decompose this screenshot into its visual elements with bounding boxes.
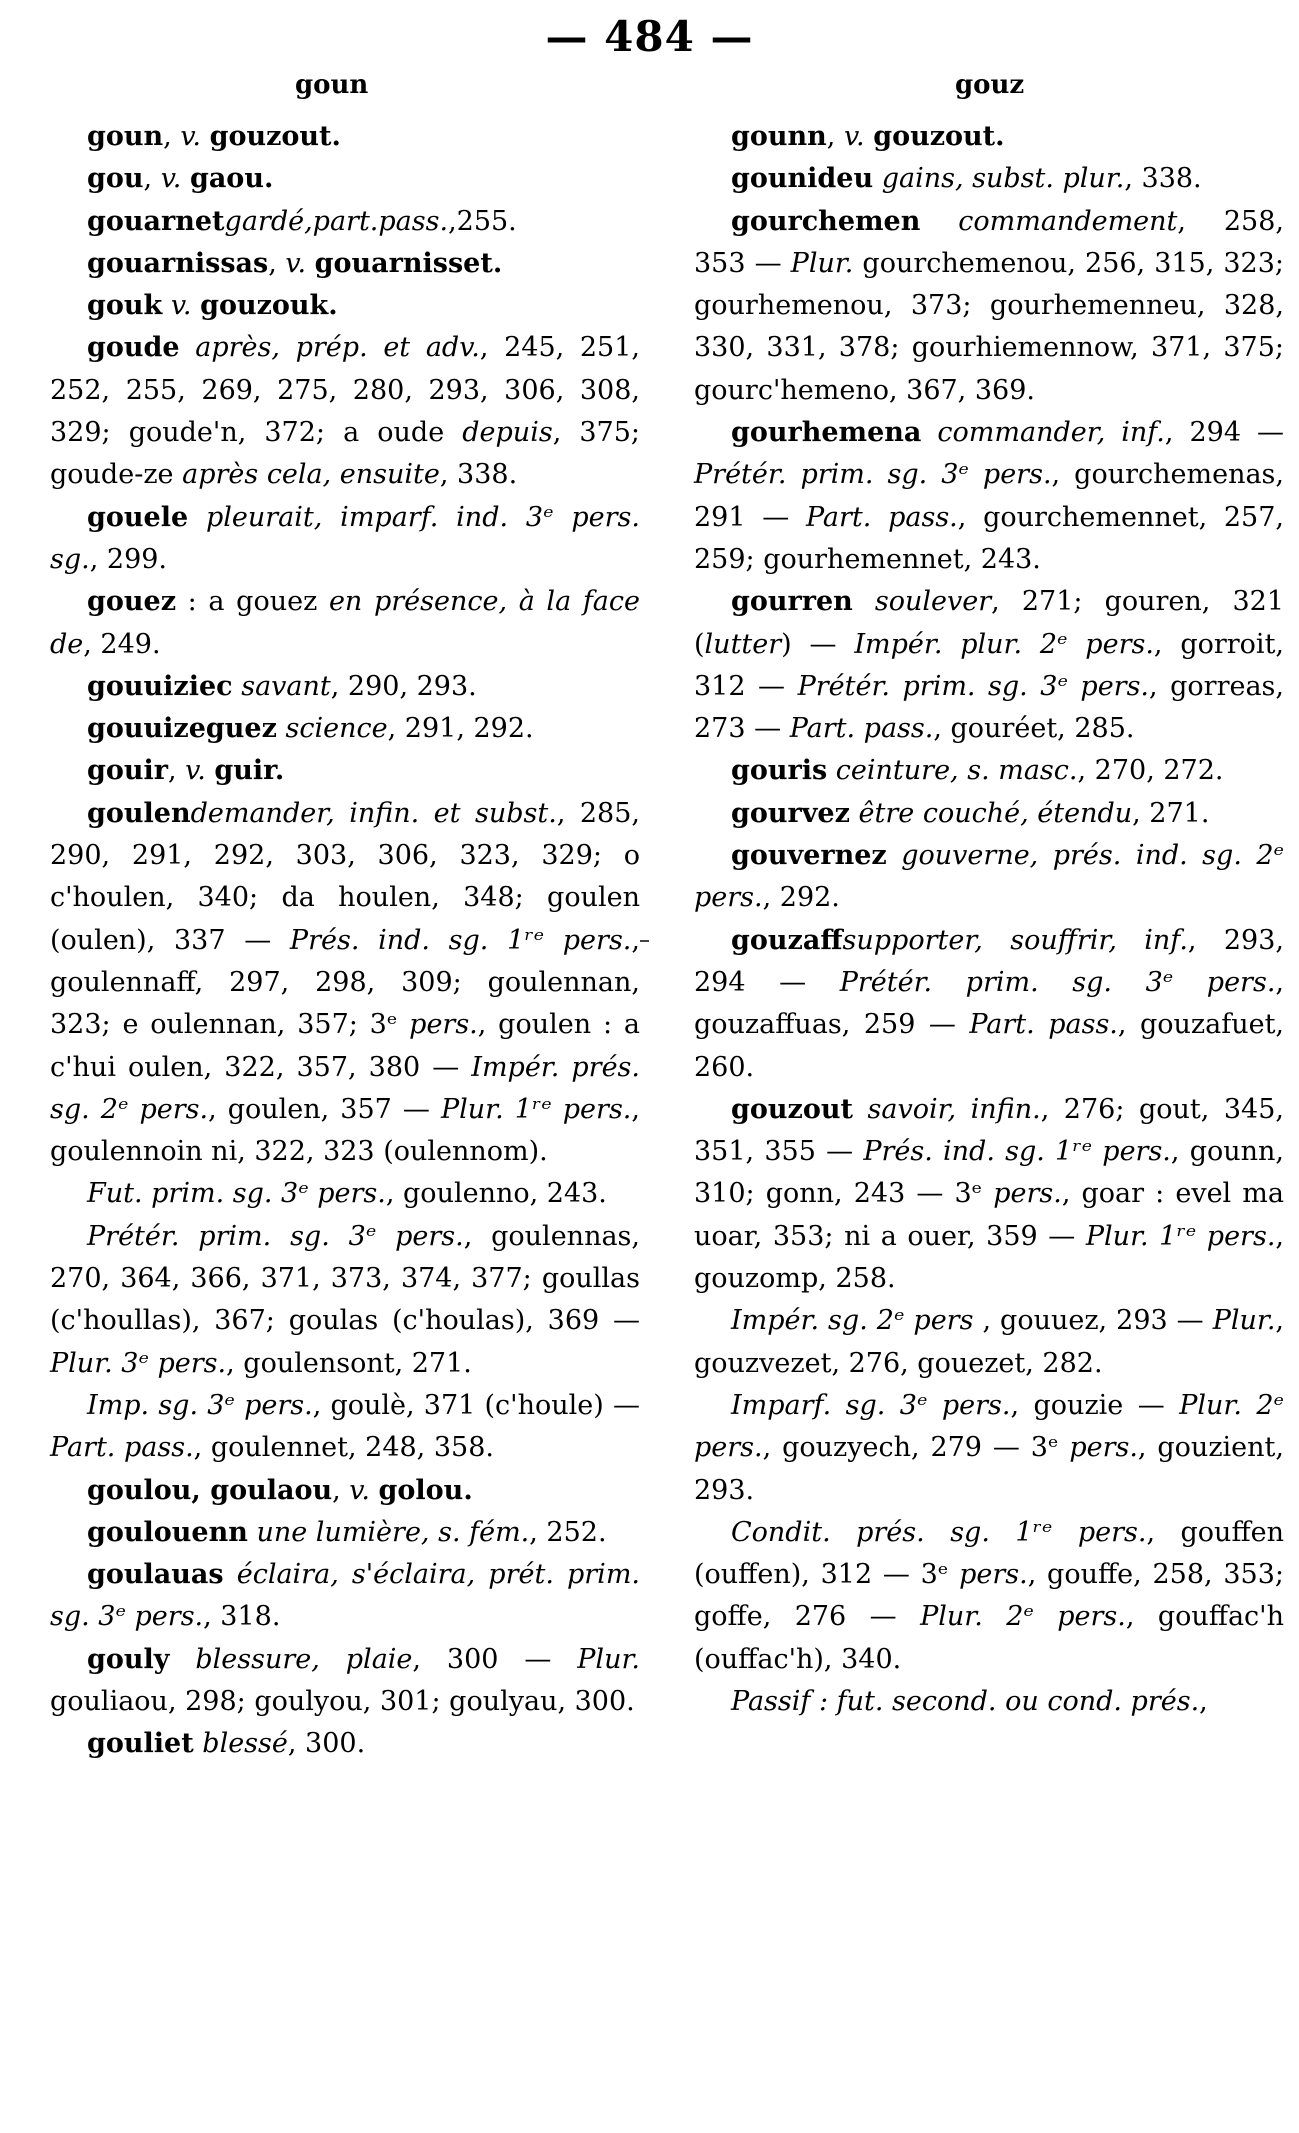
entry-text: , gouuez, 293 —	[973, 1305, 1213, 1337]
entry-text: , goulennaff, 297, 298, 309; goulennan, 323; e oulennan, 357; 3ᵉ	[50, 924, 640, 1041]
gloss-text: Plur.	[1212, 1305, 1276, 1337]
dictionary-entry	[694, 116, 1284, 158]
gloss-text: v.	[185, 755, 206, 787]
running-head-left: goun	[295, 70, 369, 100]
dictionary-entry	[50, 666, 640, 708]
entry-text: , goulen : a c'hui oulen, 322, 357, 380 —	[50, 1009, 640, 1083]
headword: gouzout.	[873, 121, 1005, 152]
entry-text: , goulè, 371 (c'houle) —	[312, 1389, 640, 1421]
entry-text: , 375; goude-ze	[50, 417, 640, 491]
entry-text: , 300.	[287, 1728, 366, 1760]
dictionary-entry	[50, 158, 640, 200]
gloss-text: savoir, infin.	[867, 1093, 1041, 1125]
entry-text: , gouzient, 293.	[694, 1432, 1284, 1506]
gloss-text: Plur.	[790, 247, 854, 279]
gloss-text: gardé,part.pass.	[224, 205, 449, 237]
entry-text: , 299.	[89, 543, 168, 575]
headword: gouez	[87, 586, 177, 618]
headword: gouele	[87, 501, 189, 533]
gloss-text: blessure, plaie	[195, 1643, 413, 1675]
entry-text: , 338.	[439, 459, 518, 491]
entry-text: , 285, 290, 291, 292, 303, 306, 323, 329; o c'houlen, 340; da houlen, 348; goulen (oulen), 337 —	[50, 797, 640, 956]
headword: gouk	[87, 290, 163, 322]
entry-text	[169, 1644, 195, 1675]
gloss-text: Passif : fut. second. ou cond. prés.	[731, 1685, 1200, 1717]
entry-text: , 249.	[83, 628, 161, 660]
entry-text: , 245, 251, 252, 255, 269, 275, 280, 293, 306, 308, 329; goude'n, 372; a oude	[50, 332, 640, 449]
entry-text	[162, 290, 171, 321]
entry-text: , 293, 294 —	[694, 924, 1284, 998]
gloss-text: Prétér. prim. sg. 3ᵉ pers.	[797, 670, 1150, 702]
headword: gouliet	[87, 1728, 194, 1760]
entry-text	[201, 121, 210, 152]
gloss-text: Prétér. prim. sg. 3ᵉ pers.	[839, 966, 1276, 998]
entry-text: ,	[268, 247, 286, 279]
entry-text: , gorreas, 273 —	[694, 670, 1284, 745]
headword: goun	[87, 121, 164, 152]
gloss-text: gouverne, prés. ind. sg. 2ᵉ pers.	[694, 840, 1285, 914]
dictionary-entry	[50, 116, 640, 158]
entry-text: ,	[163, 121, 181, 152]
entry-text: , 294 —	[1164, 417, 1284, 449]
entry-text	[921, 417, 937, 448]
entry-text: , gourchemennet, 257, 259; gourhemennet, 243.	[694, 501, 1284, 575]
headword: gouir	[87, 755, 168, 787]
headword: gourchemen	[731, 205, 921, 237]
entry-text: ,	[826, 121, 844, 152]
entry-text: , 276; gout, 345, 351, 355 —	[694, 1093, 1284, 1168]
dictionary-entry	[50, 1723, 640, 1765]
entry-text: , goulensont, 271.	[226, 1347, 472, 1379]
entry-text: , 252.	[529, 1516, 607, 1548]
dictionary-entry	[694, 1681, 1284, 1723]
headword: gourren	[731, 586, 853, 618]
gloss-text: une lumière, s. fém.	[256, 1516, 530, 1548]
dictionary-entry	[50, 327, 640, 496]
gloss-text: Part. pass.	[969, 1009, 1118, 1041]
gloss-text: Plur. 1ʳᵉ pers.	[440, 1093, 632, 1125]
entry-text	[194, 1728, 203, 1759]
headword: gouzout.	[209, 121, 341, 152]
headword: gouvernez	[731, 840, 887, 872]
entry-text	[233, 671, 242, 702]
gloss-text: Plur. 2ᵉ pers.	[694, 1389, 1284, 1464]
dictionary-entry	[694, 750, 1284, 792]
gloss-text: en présence, à la face de	[50, 586, 641, 660]
column-divider	[640, 940, 649, 942]
headword: goude	[87, 332, 180, 364]
gloss-text: Prétér. prim. sg. 3ᵉ pers.	[87, 1220, 464, 1252]
dictionary-entry	[694, 1512, 1284, 1681]
gloss-text: pers.	[409, 1009, 478, 1041]
gloss-text: éclaira, s'éclaira, prét. prim. sg. 3ᵉ pers.	[50, 1559, 641, 1633]
entry-text: , goulenno, 243.	[385, 1178, 607, 1210]
entry-text: , 271; gouren, 321 (	[694, 586, 1284, 660]
entry-text: , goulennas, 270, 364, 366, 371, 373, 374, 377; goullas (c'houllas), 367; goulas (c'houlas), 369 —	[50, 1220, 640, 1337]
entry-text: , 292.	[762, 882, 840, 914]
gloss-text: savant	[241, 670, 331, 702]
entry-text	[827, 755, 836, 786]
dictionary-entry	[50, 1639, 640, 1724]
entry-text: , goar : evel ma uoar, 353; ni a ouer, 359 —	[694, 1178, 1284, 1252]
dictionary-entry	[50, 1385, 640, 1470]
page-number: — 484 —	[545, 12, 754, 61]
entry-text: , gorroit, 312 —	[694, 628, 1284, 702]
gloss-text: commandement	[958, 205, 1178, 237]
headword: gounideu	[731, 163, 874, 195]
headword: gou	[87, 163, 144, 195]
dictionary-entry	[694, 920, 1284, 1089]
dictionary-entry	[694, 835, 1284, 920]
dictionary-entry	[50, 497, 640, 582]
entry-text: , 338.	[1124, 163, 1202, 195]
dictionary-entry	[50, 708, 640, 750]
entry-text: , 270, 272.	[1077, 755, 1224, 787]
gloss-text: pers.	[959, 1559, 1028, 1591]
gloss-text: après cela, ensuite	[182, 459, 440, 491]
entry-text: , gouzaffuas, 259 —	[694, 966, 1284, 1041]
gloss-text: v.	[180, 121, 201, 152]
entry-text: , gouréet, 285.	[933, 713, 1135, 745]
entry-text: , gouzyech, 279 — 3ᵉ	[762, 1432, 1070, 1464]
left-column	[50, 116, 640, 1766]
entry-text: , gouzie —	[1010, 1389, 1180, 1421]
gloss-text: demander, infin. et subst.	[190, 797, 557, 829]
gloss-text: Plur. 1ʳᵉ pers.	[1085, 1220, 1276, 1252]
dictionary-entry	[50, 243, 640, 285]
gloss-text: Plur.	[577, 1643, 640, 1675]
gloss-text: commander, inf.	[937, 417, 1165, 449]
dictionary-entry	[694, 158, 1284, 200]
gloss-text: v.	[843, 121, 865, 152]
entry-text: , gounn, 310; gonn, 243 — 3ᵉ	[694, 1136, 1284, 1210]
gloss-text: Part. pass.	[805, 501, 958, 533]
gloss-text: Plur. 2ᵉ pers.	[920, 1601, 1126, 1633]
entry-text: , goulennoin ni, 322, 323 (oulennom).	[50, 1093, 640, 1168]
entry-text: , gourchemenas, 291 —	[694, 459, 1284, 533]
entry-text: , 318.	[203, 1601, 281, 1633]
entry-text: ,255.	[448, 205, 517, 237]
entry-text: ) —	[781, 628, 855, 660]
entry-text: gouliaou, 298; goulyou, 301; goulyau, 300.	[50, 1685, 635, 1717]
gloss-text: Impér. sg. 2ᵉ pers	[731, 1305, 974, 1337]
gloss-text: blessé	[202, 1728, 288, 1760]
gloss-text: Impér. plur. 2ᵉ pers.	[854, 628, 1154, 660]
entry-text: gourchemenou, 256, 315, 323; gourhemenou, 373; gourhemenneu, 328, 330, 331, 378; gourhiemennow, 371, 375; gourc'hemeno, 367, 369.	[694, 247, 1284, 406]
dictionary-entry	[50, 201, 640, 243]
entry-text: , 290, 293.	[330, 670, 477, 702]
headword: goulen	[87, 797, 191, 829]
gloss-text: v.	[170, 290, 192, 322]
entry-text: , goulen, 357 —	[208, 1093, 441, 1125]
entry-text: , gouffen (ouffen), 312 — 3ᵉ	[694, 1516, 1284, 1591]
dictionary-entry	[50, 581, 640, 666]
gloss-text: gains, subst. plur.	[881, 163, 1125, 195]
entry-text	[853, 586, 875, 617]
headword: gouly	[87, 1643, 170, 1675]
entry-text: , gouzomp, 258.	[694, 1220, 1284, 1295]
headword: gounn	[731, 121, 827, 152]
gloss-text: science	[285, 713, 388, 745]
entry-text: ,	[168, 755, 186, 787]
entry-text	[850, 798, 859, 829]
gloss-text: Imparf. sg. 3ᵉ pers.	[731, 1389, 1011, 1421]
entry-text: , gouffe, 258, 353; goffe, 276 —	[694, 1559, 1285, 1633]
headword: gouarnissas	[87, 247, 269, 279]
headword: gourhemena	[731, 417, 922, 449]
dictionary-entry	[50, 1216, 640, 1385]
entry-text	[865, 121, 874, 152]
dictionary-entry	[50, 1470, 640, 1512]
entry-text: , 258, 353 —	[694, 205, 1284, 279]
entry-text	[180, 332, 196, 363]
headword: gouarnisset.	[314, 247, 503, 279]
headword: gouuizeguez	[87, 713, 277, 745]
entry-text: , 300 —	[412, 1643, 578, 1675]
entry-text	[277, 713, 286, 744]
dictionary-entry	[694, 1089, 1284, 1300]
gloss-text: Part. pass.	[789, 713, 934, 745]
gloss-text: Plur. 3ᵉ pers.	[50, 1347, 227, 1379]
entry-text	[873, 163, 882, 194]
entry-text: ,	[143, 163, 161, 195]
headword: gouzaff	[731, 924, 843, 956]
gloss-text: lutter	[704, 628, 782, 660]
entry-text: , gouzafuet, 260.	[694, 1009, 1284, 1083]
entry-text	[181, 163, 190, 194]
dictionary-entry	[50, 285, 640, 327]
entry-text: ,	[1199, 1685, 1208, 1717]
dictionary-entry	[694, 412, 1284, 581]
entry-text: , goulennet, 248, 358.	[193, 1432, 494, 1464]
entry-text: , 291, 292.	[387, 713, 534, 745]
dictionary-entry	[694, 1300, 1284, 1385]
dictionary-entry	[50, 1554, 640, 1639]
gloss-text: depuis	[462, 417, 553, 449]
right-column	[694, 116, 1284, 1723]
gloss-text: ceinture, s. masc.	[835, 755, 1078, 787]
headword: guir.	[214, 755, 285, 787]
gloss-text: Prés. ind. sg. 1ʳᵉ pers.	[289, 924, 632, 956]
entry-text	[188, 502, 206, 533]
gloss-text: supporter, souffrir, inf.	[842, 924, 1188, 956]
gloss-text: Imp. sg. 3ᵉ pers.	[87, 1389, 313, 1421]
gloss-text: v.	[160, 163, 182, 195]
gloss-text: après, prép. et adv.	[195, 332, 480, 364]
dictionary-entry	[694, 581, 1284, 750]
entry-text	[920, 206, 958, 237]
gloss-text: soulever	[874, 586, 992, 618]
dictionary-entry	[694, 201, 1284, 412]
entry-text	[887, 840, 901, 871]
dictionary-entry	[50, 793, 640, 1174]
entry-text	[191, 290, 200, 321]
gloss-text: Impér. prés. sg. 2ᵉ pers.	[50, 1051, 640, 1125]
entry-text: , gouzvezet, 276, gouezet, 282.	[694, 1305, 1284, 1379]
dictionary-entry	[50, 750, 640, 792]
headword: gouris	[731, 755, 828, 787]
headword: gouarnet	[87, 205, 225, 237]
entry-text	[853, 1094, 868, 1125]
dictionary-entry	[694, 793, 1284, 835]
gloss-text: pleurait, imparf. ind. 3ᵉ pers. sg.	[50, 501, 640, 575]
dictionary-entry	[694, 1385, 1284, 1512]
gloss-text: Prétér. prim. sg. 3ᵉ pers.	[694, 459, 1052, 491]
headword: gourvez	[731, 797, 850, 829]
gloss-text: Condit. prés. sg. 1ʳᵉ pers.	[731, 1516, 1147, 1548]
entry-text: ,	[332, 1474, 350, 1506]
entry-text: , 271.	[1132, 797, 1210, 829]
dictionary-entry	[50, 1512, 640, 1554]
dictionary-entry	[50, 1173, 640, 1215]
headword: gouzouk.	[200, 290, 338, 322]
headword: goulou, goulaou	[87, 1474, 333, 1506]
entry-text	[370, 1475, 379, 1506]
headword: goulauas	[87, 1559, 224, 1591]
headword: goulouenn	[87, 1516, 248, 1548]
gloss-text: pers.	[993, 1178, 1062, 1210]
headword: gouuiziec	[87, 670, 233, 702]
gloss-text: Fut. prim. sg. 3ᵉ pers.	[87, 1178, 386, 1210]
gloss-text: v.	[285, 247, 307, 279]
entry-text	[224, 1559, 237, 1590]
gloss-text: Part. pass.	[50, 1432, 194, 1464]
gloss-text: pers.	[1069, 1432, 1138, 1464]
headword: gouzout	[731, 1093, 853, 1125]
headword: gaou.	[189, 163, 274, 195]
gloss-text: v.	[349, 1474, 370, 1506]
entry-text: , gouffac'h (ouffac'h), 340.	[694, 1601, 1284, 1675]
gloss-text: Prés. ind. sg. 1ʳᵉ pers.	[863, 1136, 1171, 1168]
gloss-text: être couché, étendu	[858, 797, 1133, 829]
entry-text	[306, 248, 315, 279]
running-head-right: gouz	[955, 70, 1025, 100]
headword: golou.	[378, 1474, 473, 1506]
entry-text: : a gouez	[176, 586, 329, 618]
